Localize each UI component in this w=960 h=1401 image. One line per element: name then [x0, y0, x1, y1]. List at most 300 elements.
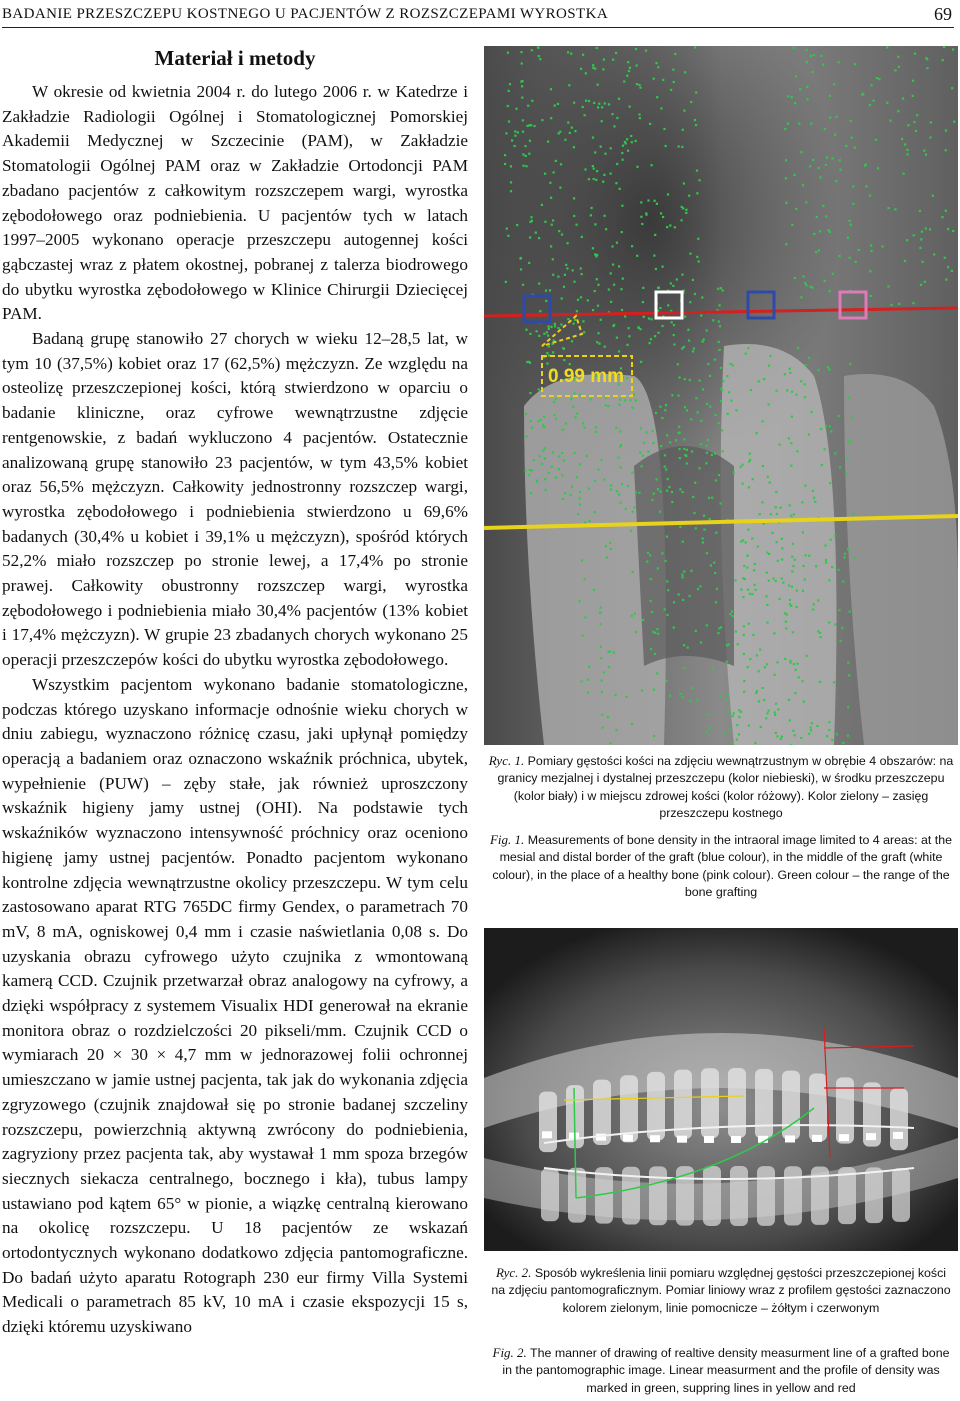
graft-dot [825, 562, 827, 564]
graft-dot [645, 50, 647, 52]
lower-tooth [703, 1166, 721, 1226]
graft-dot [588, 488, 590, 490]
graft-dot [692, 350, 694, 352]
graft-dot [554, 323, 556, 325]
graft-dot [551, 224, 553, 226]
graft-dot [643, 316, 645, 318]
graft-dot [789, 372, 791, 374]
graft-dot [692, 496, 694, 498]
graft-dot [576, 224, 578, 226]
graft-dot [742, 577, 744, 579]
graft-dot [636, 166, 638, 168]
graft-dot [889, 120, 891, 122]
graft-dot [622, 278, 624, 280]
graft-dot [825, 425, 827, 427]
graft-dot [826, 157, 828, 159]
graft-dot [736, 724, 738, 726]
paragraph-1: W okresie od kwietnia 2004 r. do lutego 2006 r. w Katedrze i Zakładzie Radiologii Ogólnej i Stomatologicznej Pomorskiej Akademii Medycznej w Szczecinie (PAM), w Zakładzie Stomatologii Ogólnej PAM oraz w Zakładzie Ortodoncji PAM zbadano pacjentów z całkowitym rozszczepem wargi, wyrostka zębodołowego oraz podniebienia. U pacjentów tych w latach 1997–2005 wykonano operacje przeszczepu autogennej kości gąbczastej wraz z płatem okostnej, pobranej z talerza biodrowego do ubytku wyrostka zębodołowego w Klinice Chirurgii Dziecięcej PAM. [2, 82, 468, 324]
graft-dot [552, 451, 554, 453]
graft-dot [795, 669, 797, 671]
graft-dot [598, 343, 600, 345]
graft-dot [521, 97, 523, 99]
graft-dot [695, 124, 697, 126]
graft-dot [587, 679, 589, 681]
graft-dot [571, 127, 573, 129]
graft-dot [746, 567, 748, 569]
graft-dot [904, 260, 906, 262]
graft-dot [642, 287, 644, 289]
graft-dot [618, 98, 620, 100]
graft-dot [847, 237, 849, 239]
graft-dot [514, 135, 516, 137]
graft-dot [717, 288, 719, 290]
graft-dot [864, 165, 866, 167]
graft-dot [651, 318, 653, 320]
graft-dot [645, 431, 647, 433]
graft-dot [616, 163, 618, 165]
graft-dot [662, 266, 664, 268]
graft-dot [593, 178, 595, 180]
graft-dot [742, 483, 744, 485]
lower-tooth [730, 1166, 748, 1226]
graft-dot [525, 435, 527, 437]
graft-dot [699, 467, 701, 469]
graft-dot [702, 341, 704, 343]
graft-dot [808, 733, 810, 735]
graft-dot [925, 227, 927, 229]
graft-dot [743, 680, 745, 682]
graft-dot [747, 347, 749, 349]
graft-dot [810, 727, 812, 729]
graft-dot [802, 531, 804, 533]
graft-dot [830, 539, 832, 541]
graft-dot [888, 207, 890, 209]
graft-dot [789, 660, 791, 662]
graft-dot [838, 415, 840, 417]
graft-dot [616, 117, 618, 119]
graft-dot [660, 107, 662, 109]
graft-dot [666, 536, 668, 538]
graft-dot [607, 716, 609, 718]
graft-dot [510, 165, 512, 167]
graft-dot [593, 589, 595, 591]
graft-dot [811, 722, 813, 724]
graft-dot [548, 354, 550, 356]
graft-dot [766, 663, 768, 665]
graft-dot [784, 658, 786, 660]
graft-dot [624, 315, 626, 317]
graft-dot [785, 159, 787, 161]
graft-dot [782, 582, 784, 584]
graft-dot [548, 472, 550, 474]
graft-dot [795, 394, 797, 396]
graft-dot [523, 165, 525, 167]
graft-dot [914, 53, 916, 55]
graft-dot [635, 48, 637, 50]
graft-dot [758, 380, 760, 382]
figure-1-label-en: Fig. 1. [489, 832, 525, 847]
graft-dot [633, 393, 635, 395]
graft-dot [745, 541, 747, 543]
graft-dot [660, 212, 662, 214]
graft-dot [504, 163, 506, 165]
graft-dot [664, 608, 666, 610]
graft-dot [850, 120, 852, 122]
graft-dot [552, 258, 554, 260]
graft-dot [606, 556, 608, 558]
graft-dot [683, 448, 685, 450]
graft-dot [831, 739, 833, 741]
graft-dot [621, 483, 623, 485]
graft-dot [533, 459, 535, 461]
graft-dot [579, 463, 581, 465]
graft-dot [714, 572, 716, 574]
graft-dot [792, 543, 794, 545]
graft-dot [718, 320, 720, 322]
graft-dot [794, 734, 796, 736]
graft-dot [683, 346, 685, 348]
graft-dot [696, 256, 698, 258]
graft-dot [702, 541, 704, 543]
graft-dot [831, 566, 833, 568]
graft-dot [906, 239, 908, 241]
graft-dot [597, 332, 599, 334]
graft-dot [662, 216, 664, 218]
measurement-label: 0.99 mm [548, 366, 625, 387]
graft-dot [828, 369, 830, 371]
graft-dot [766, 621, 768, 623]
lower-tooth [865, 1167, 883, 1223]
graft-dot [695, 527, 697, 529]
graft-dot [829, 290, 831, 292]
graft-dot [769, 482, 771, 484]
graft-dot [870, 250, 872, 252]
graft-dot [620, 288, 622, 290]
graft-dot [656, 478, 658, 480]
graft-dot [529, 333, 531, 335]
figure-2-label-en: Fig. 2. [492, 1345, 527, 1360]
graft-dot [600, 146, 602, 148]
graft-dot [789, 504, 791, 506]
graft-dot [520, 81, 522, 83]
graft-dot [873, 100, 875, 102]
graft-dot [640, 361, 642, 363]
graft-dot [706, 731, 708, 733]
graft-dot [849, 220, 851, 222]
graft-dot [574, 319, 576, 321]
graft-dot [890, 304, 892, 306]
graft-dot [854, 63, 856, 65]
paragraph-2: Badaną grupę stanowiło 27 chorych w wieku 12–28,5 lat, w tym 10 (37,5%) kobiet oraz 17 (62,5%) mężczyzn. Ze względu na osteolizę przeszczepionej kości, którą stwierdzono w oparciu o badanie kliniczne, oraz cyfrowe wewnątrzustne zdjęcie rentgenowskie, z badań wykluczono 4 pacjentów. Ostatecznie analizowaną grupę stanowiło 23 pacjentów, w tym 43,5% kobiet oraz 56,5% mężczyzn. Całkowity jednostronny rozszczep wargi, wyrostka zębodołowego i podniebienia stwierdzono u 69,6% badanych (30,4% u kobiet i 39,1% u mężczyzn), spośród których 52,2% miało rozszczep po stronie lewej, a 17,4% po stronie prawej. Całkowity obustronny rozszczep wargi, wyrostka zębodołowego i podniebienia miało 30,4% pacjentów (13% kobiet i 17,4% mężczyzn). W grupie 23 zbadanych chorych wykonano 25 operacji przeszczepów kości do ubytku wyrostka zębodołowego. [2, 329, 468, 670]
graft-dot [697, 411, 699, 413]
graft-dot [776, 735, 778, 737]
graft-dot [635, 140, 637, 142]
graft-dot [869, 104, 871, 106]
graft-dot [706, 403, 708, 405]
graft-dot [731, 610, 733, 612]
graft-dot [882, 245, 884, 247]
graft-dot [552, 219, 554, 221]
graft-dot [737, 643, 739, 645]
graft-dot [555, 160, 557, 162]
graft-dot [746, 554, 748, 556]
graft-dot [829, 425, 831, 427]
bracket [785, 1135, 795, 1142]
graft-dot [842, 580, 844, 582]
graft-dot [689, 253, 691, 255]
graft-dot [684, 406, 686, 408]
graft-dot [781, 538, 783, 540]
graft-dot [812, 609, 814, 611]
graft-dot [597, 106, 599, 108]
graft-dot [615, 729, 617, 731]
graft-dot [776, 541, 778, 543]
graft-dot [951, 87, 953, 89]
graft-dot [719, 502, 721, 504]
graft-dot [766, 551, 768, 553]
graft-dot [766, 572, 768, 574]
graft-dot [610, 548, 612, 550]
bracket [893, 1132, 903, 1139]
graft-dot [793, 663, 795, 665]
graft-dot [654, 335, 656, 337]
graft-dot [656, 672, 658, 674]
graft-dot [570, 53, 572, 55]
graft-dot [620, 444, 622, 446]
graft-dot [834, 535, 836, 537]
graft-dot [839, 255, 841, 257]
graft-dot [738, 709, 740, 711]
graft-dot [682, 541, 684, 543]
graft-dot [626, 138, 628, 140]
graft-dot [531, 49, 533, 51]
figure-1-text-pl: Pomiary gęstości kości na zdjęciu wewnątrzustnym w obrębie 4 obszarów: na granicy mezjalnej i dystalnej przeszczepu (kolor niebieski), w środku przeszczepu (kolor biały) i w miejscu zdrowej kości (kolor różowy). Kolor zielony – zasięg przeszczepu kostnego [497, 754, 954, 820]
graft-dot [682, 129, 684, 131]
graft-dot [655, 412, 657, 414]
graft-dot [686, 449, 688, 451]
graft-dot [687, 329, 689, 331]
graft-dot [696, 192, 698, 194]
graft-dot [674, 226, 676, 228]
graft-dot [601, 714, 603, 716]
graft-dot [651, 499, 653, 501]
graft-dot [562, 347, 564, 349]
graft-dot [794, 559, 796, 561]
graft-dot [653, 78, 655, 80]
graft-dot [626, 377, 628, 379]
graft-dot [563, 460, 565, 462]
graft-dot [657, 633, 659, 635]
graft-dot [582, 422, 584, 424]
bracket [542, 1131, 552, 1138]
graft-dot [628, 70, 630, 72]
graft-dot [795, 75, 797, 77]
graft-dot [658, 332, 660, 334]
graft-dot [609, 651, 611, 653]
graft-dot [615, 427, 617, 429]
graft-dot [766, 604, 768, 606]
graft-dot [869, 270, 871, 272]
graft-dot [749, 658, 751, 660]
graft-dot [719, 304, 721, 306]
graft-dot [726, 698, 728, 700]
graft-dot [640, 427, 642, 429]
graft-dot [626, 75, 628, 77]
graft-dot [555, 398, 557, 400]
graft-dot [798, 123, 800, 125]
graft-dot [537, 420, 539, 422]
graft-dot [550, 245, 552, 247]
graft-dot [657, 287, 659, 289]
graft-dot [722, 380, 724, 382]
graft-dot [763, 699, 765, 701]
graft-dot [564, 274, 566, 276]
graft-dot [666, 226, 668, 228]
graft-dot [671, 321, 673, 323]
graft-dot [558, 230, 560, 232]
graft-dot [703, 339, 705, 341]
graft-dot [600, 646, 602, 648]
graft-dot [610, 484, 612, 486]
graft-dot [730, 400, 732, 402]
graft-dot [953, 121, 955, 123]
graft-dot [848, 674, 850, 676]
graft-dot [653, 735, 655, 737]
graft-dot [801, 501, 803, 503]
graft-dot [764, 666, 766, 668]
graft-dot [691, 687, 693, 689]
graft-dot [604, 153, 606, 155]
graft-dot [557, 276, 559, 278]
graft-dot [849, 363, 851, 365]
graft-dot [839, 466, 841, 468]
graft-dot [886, 46, 888, 48]
graft-dot [719, 349, 721, 351]
graft-dot [582, 635, 584, 637]
graft-dot [787, 123, 789, 125]
graft-dot [845, 473, 847, 475]
graft-dot [829, 95, 831, 97]
graft-dot [721, 429, 723, 431]
graft-dot [784, 373, 786, 375]
graft-dot [797, 347, 799, 349]
graft-dot [520, 268, 522, 270]
graft-dot [590, 398, 592, 400]
graft-dot [769, 355, 771, 357]
graft-dot [670, 282, 672, 284]
graft-dot [833, 681, 835, 683]
graft-dot [652, 442, 654, 444]
graft-dot [812, 287, 814, 289]
graft-dot [508, 90, 510, 92]
graft-dot [715, 532, 717, 534]
graft-dot [594, 68, 596, 70]
graft-dot [538, 335, 540, 337]
graft-dot [952, 48, 954, 50]
graft-dot [847, 441, 849, 443]
graft-dot [522, 153, 524, 155]
graft-dot [592, 165, 594, 167]
graft-dot [729, 728, 731, 730]
graft-dot [735, 630, 737, 632]
graft-dot [743, 634, 745, 636]
graft-dot [657, 488, 659, 490]
graft-dot [784, 612, 786, 614]
graft-dot [578, 497, 580, 499]
graft-dot [621, 152, 623, 154]
graft-dot [804, 383, 806, 385]
graft-dot [712, 667, 714, 669]
graft-dot [559, 131, 561, 133]
graft-dot [529, 236, 531, 238]
bracket [839, 1134, 849, 1141]
graft-dot [705, 462, 707, 464]
graft-dot [843, 556, 845, 558]
graft-dot [682, 599, 684, 601]
graft-dot [832, 273, 834, 275]
graft-dot [662, 79, 664, 81]
graft-dot [851, 417, 853, 419]
graft-dot [521, 85, 523, 87]
graft-dot [678, 145, 680, 147]
graft-dot [886, 102, 888, 104]
graft-dot [720, 626, 722, 628]
graft-dot [801, 680, 803, 682]
graft-dot [670, 89, 672, 91]
graft-dot [743, 565, 745, 567]
graft-dot [825, 164, 827, 166]
graft-dot [818, 369, 820, 371]
graft-dot [788, 585, 790, 587]
graft-dot [718, 474, 720, 476]
graft-dot [788, 437, 790, 439]
graft-dot [533, 125, 535, 127]
graft-dot [619, 188, 621, 190]
graft-dot [684, 71, 686, 73]
graft-dot [509, 83, 511, 85]
graft-dot [531, 220, 533, 222]
graft-dot [708, 497, 710, 499]
graft-dot [816, 725, 818, 727]
graft-dot [603, 478, 605, 480]
graft-dot [754, 563, 756, 565]
graft-dot [554, 325, 556, 327]
graft-dot [926, 58, 928, 60]
graft-dot [690, 101, 692, 103]
graft-dot [683, 570, 685, 572]
graft-dot [847, 706, 849, 708]
graft-dot [525, 329, 527, 331]
graft-dot [529, 392, 531, 394]
graft-dot [794, 692, 796, 694]
graft-dot [651, 430, 653, 432]
graft-dot [745, 353, 747, 355]
graft-dot [605, 545, 607, 547]
graft-dot [584, 616, 586, 618]
graft-dot [618, 457, 620, 459]
graft-dot [696, 170, 698, 172]
graft-dot [904, 143, 906, 145]
graft-dot [819, 681, 821, 683]
graft-dot [653, 255, 655, 257]
graft-dot [854, 147, 856, 149]
graft-dot [664, 409, 666, 411]
graft-dot [522, 284, 524, 286]
graft-dot [558, 455, 560, 457]
graft-dot [796, 663, 798, 665]
graft-dot [700, 443, 702, 445]
graft-dot [528, 262, 530, 264]
